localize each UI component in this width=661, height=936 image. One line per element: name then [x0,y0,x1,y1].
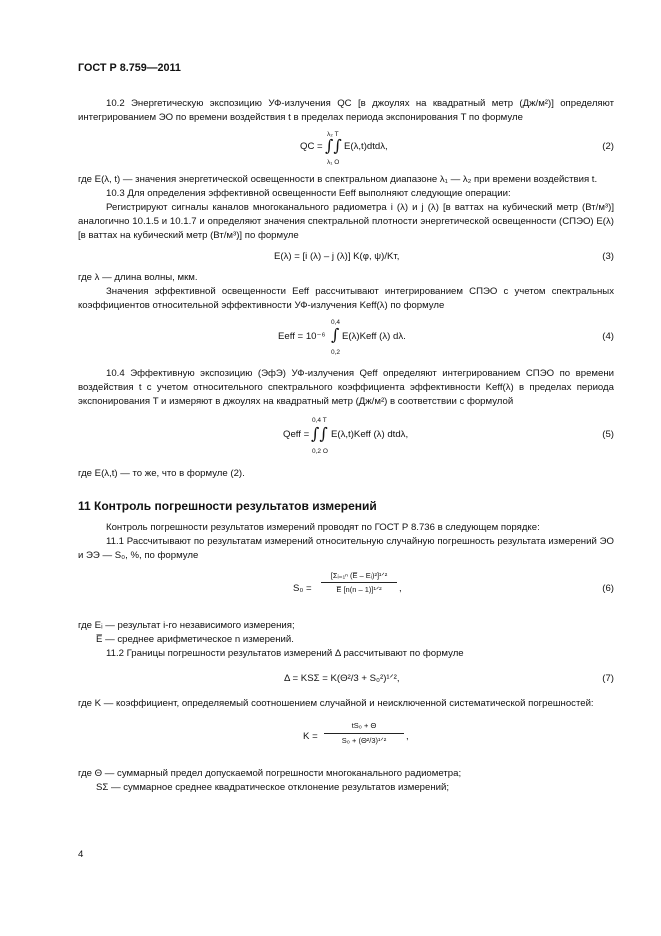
formula-5-number: (5) [602,429,614,440]
section-11-heading: 11 Контроль погрешности результатов измерений [78,499,377,513]
formula-4-upper-limit: 0,4 [331,319,341,326]
formula-4 [78,319,614,359]
formula-3-number: (3) [602,251,614,262]
where-6-b: E̅ — среднее арифметическое n измерений. [96,634,294,645]
formula-k [78,719,614,757]
formula-7-body: Δ = KSΣ = K(Θ²/3 + S₀²)¹ᐟ², [284,673,400,684]
formula-6 [78,569,614,613]
formula-k-numerator: tS₀ + Θ [351,721,377,730]
paragraph-10-3-b: Регистрируют сигналы каналов многоканального радиометра i (λ) и j (λ) [в ваттах на кубический метр (Вт/м³)] аналогично 10.1.5 и 10.1.7 и определяют значения спектральной плотности энергетической освещенности (СПЭО) E(λ) [в ваттах на кубический метр (Вт/м³)] по формуле [78,202,614,241]
where-5: где E(λ,t) — то же, что в формуле (2). [78,468,245,479]
formula-7 [78,665,614,695]
formula-5 [78,417,614,461]
formula-2-upper-limits: λ₂ T [327,131,339,138]
where-6-a: где Eᵢ — результат i-го независимого измерения; [78,620,295,631]
formula-2 [78,131,614,169]
paragraph-11: Контроль погрешности результатов измерений проводят по ГОСТ Р 8.736 в следующем порядке: [106,522,540,533]
formula-5-body: E(λ,t)Keff (λ) dtdλ, [331,429,409,440]
paragraph-11-2: 11.2 Границы погрешности результатов измерений Δ рассчитывают по формуле [106,648,464,659]
formula-2-lower-limits: λ₁ O [327,159,340,166]
formula-7-number: (7) [602,673,614,684]
paragraph-10-3: 10.3 Для определения эффективной освещенности Eeff выполняют следующие операции: [106,188,511,199]
formula-3-body: E(λ) = [i (λ) – j (λ)] K(φ, ψ)/Kт, [274,251,400,262]
formula-5-upper-limits: 0,4 T [312,417,327,424]
formula-2-lhs: QС = [300,141,323,152]
page-header: ГОСТ Р 8.759—2011 [78,62,181,74]
formula-6-numerator: [Σᵢ₌₁ⁿ (E̅ – Eᵢ)²]¹ᐟ² [330,571,388,580]
formula-5-lower-limits: 0,2 O [312,448,328,455]
paragraph-10-4: 10.4 Эффективную экспозицию (ЭфЭ) УФ-излучения Qeff определяют интегрированием СПЭО по времени воздействия t с учетом относительного спектрального коэффициента эффективности Keff(λ) в пределах периода экспонирования T и измеряют в джоулях на квадратный метр (Дж/м²) в соответствии с формулой [78,368,614,407]
formula-4-lower-limit: 0,2 [331,349,341,356]
formula-6-number: (6) [602,583,614,594]
page-number: 4 [78,849,84,860]
paragraph-11-1: 11.1 Рассчитывают по результатам измерений относительную случайную погрешность результата измерений ЭО и ЭЭ — S₀, %, по формуле [78,536,614,561]
main-text [78,97,614,795]
formula-4-body: E(λ)Keff (λ) dλ. [342,331,406,342]
formula-6-comma: , [399,583,402,594]
integral-sign: ∫∫ [325,136,342,155]
formula-4-lhs: Eeff = 10⁻⁶ [278,331,326,342]
paragraph-eff: Значения эффективной освещенности Eeff рассчитывают интегрированием СПЭО с учетом спектральных коэффициентов относительной эффективности УФ-излучения Keff(λ) по формуле [78,286,614,311]
integral-sign: ∫∫ [311,424,328,443]
where-3: где λ — длина волны, мкм. [78,272,198,283]
where-8-b: SΣ — суммарное среднее квадратическое отклонение результатов измерений; [96,782,450,793]
formula-6-lhs: S₀ = [293,583,312,594]
paragraph-10-2: 10.2 Энергетическую экспозицию УФ-излучения QС [в джоулях на квадратный метр (Дж/м²)] определяют интегрированием ЭО по времени воздействия t в пределах периода экспонирования T по формуле [78,98,614,123]
where-7: где K — коэффициент, определяемый соотношением случайной и неисключенной систематической погрешностей: [78,698,594,709]
formula-3 [78,245,614,271]
formula-k-fraction [324,719,404,748]
formula-6-denominator: E̅ [n(n – 1)]¹ᐟ² [321,582,397,597]
integral-sign: ∫ [331,325,340,344]
formula-5-lhs: Qeff = [283,429,310,440]
formula-k-lhs: K = [303,731,318,742]
where-8-a: где Θ — суммарный предел допускаемой погрешности многоканального радиометра; [78,768,462,779]
formula-2-number: (2) [602,141,614,152]
formula-k-comma: , [406,731,409,742]
formula-4-number: (4) [602,331,614,342]
where-2: где E(λ, t) — значения энергетической освещенности в спектральном диапазоне λ₁ — λ₂ при времени воздействия t. [78,174,598,185]
formula-2-body: E(λ,t)dtdλ, [344,141,388,152]
formula-6-fraction [321,569,397,597]
formula-k-denominator: S₀ + (Θ²/3)¹ᐟ² [324,733,404,748]
